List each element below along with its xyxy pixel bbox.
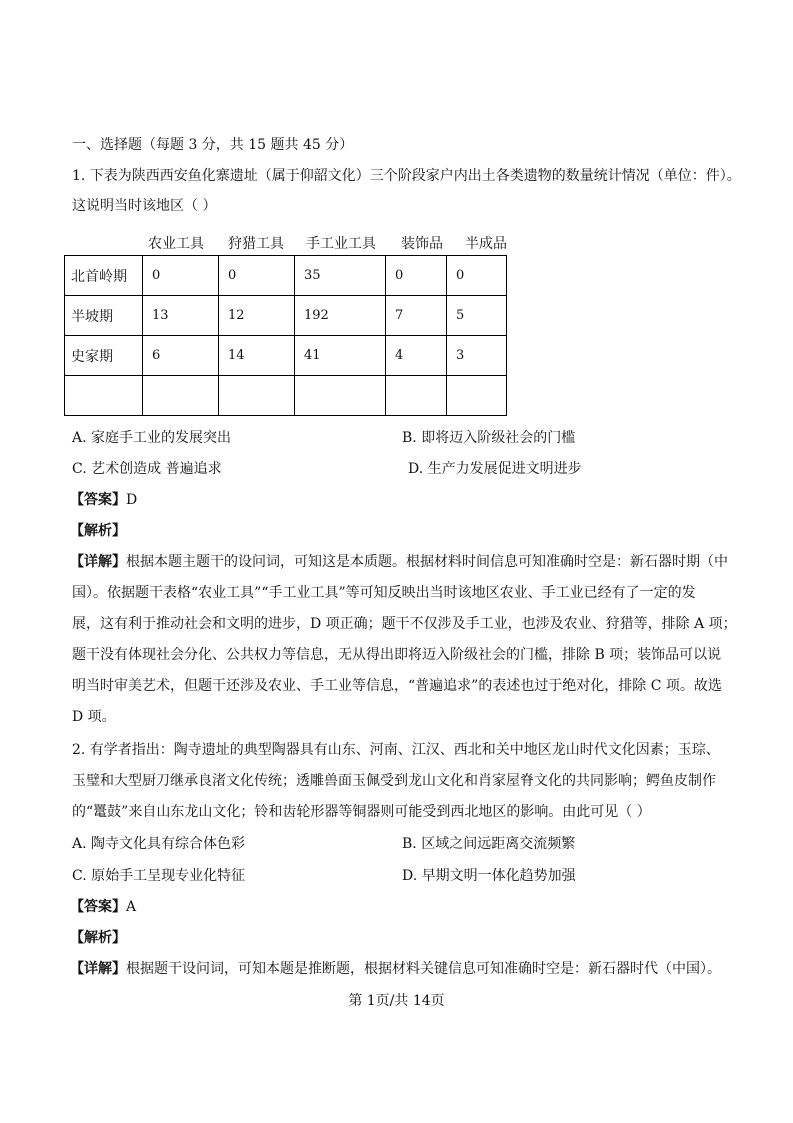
q2-option-d: D. 早期文明一体化趋势加强 bbox=[402, 868, 576, 884]
q1-stem-line1: 1. 下表为陕西西安鱼化寨遗址（属于仰韶文化）三个阶段家户内出土各类遗物的数量统计情况（单位：件）。 bbox=[72, 168, 741, 184]
q2-detail-line: 【详解】根据题干设问词，可知本题是推断题，根据材料关键信息可知准确时空是：新石器时代（中国）。 bbox=[70, 961, 721, 977]
table-cell: 0 bbox=[447, 256, 507, 296]
q1-detail-line: 【详解】根据本题主题干的设问词，可知这是本质题。根据材料时间信息可知准确时空是：新石器时期（中 bbox=[70, 554, 728, 570]
row-label: 北首岭期 bbox=[65, 256, 143, 296]
detail-tag: 【详解】 bbox=[70, 961, 126, 977]
q1-stem-line2: 这说明当时该地区（ ） bbox=[72, 198, 217, 214]
q1-detail-line: 展，这有利于推动社会和文明的进步，D 项正确；题干不仅涉及手工业，也涉及农业、狩猎等，排除 A 项； bbox=[72, 616, 737, 632]
answer-tag: 【答案】 bbox=[70, 899, 126, 915]
q1-option-d: D. 生产力发展促进文明进步 bbox=[408, 461, 582, 477]
answer-tag: 【答案】 bbox=[70, 492, 126, 508]
table-cell: 6 bbox=[143, 336, 219, 376]
q1-detail-line: D 项。 bbox=[72, 709, 116, 725]
table-cell: 14 bbox=[219, 336, 295, 376]
detail-tag: 【详解】 bbox=[70, 554, 126, 570]
table-cell: 5 bbox=[447, 296, 507, 336]
q2-stem-line: 的“鼍鼓”来自山东龙山文化；铃和齿轮形器等铜器则可能受到西北地区的影响。由此可见（ ） bbox=[72, 804, 651, 820]
table-header-ornaments: 装饰品 bbox=[401, 236, 443, 252]
table-header-semi-finished: 半成品 bbox=[465, 236, 507, 252]
table-cell bbox=[447, 376, 507, 416]
table-cell: 13 bbox=[143, 296, 219, 336]
section-title: 一、选择题（每题 3 分，共 15 题共 45 分） bbox=[72, 137, 354, 153]
q2-option-a: A. 陶寺文化具有综合体色彩 bbox=[72, 836, 246, 852]
table-cell: 41 bbox=[295, 336, 386, 376]
row-label: 史家期 bbox=[65, 336, 143, 376]
q2-stem-line: 2. 有学者指出：陶寺遗址的典型陶器具有山东、河南、江汉、西北和关中地区龙山时代文化因素；玉琮、 bbox=[72, 742, 720, 758]
artifact-count-table bbox=[64, 255, 507, 416]
table-cell: 192 bbox=[295, 296, 386, 336]
table-cell: 35 bbox=[295, 256, 386, 296]
table-header-agri-tools: 农业工具 bbox=[148, 236, 204, 252]
table-cell: 0 bbox=[386, 256, 447, 296]
table-row bbox=[65, 296, 507, 336]
q1-detail-line: 国）。依据题干表格“农业工具”“手工业工具”等可知反映出当时该地区农业、手工业已经有了一定的发 bbox=[72, 585, 696, 601]
table-cell bbox=[386, 376, 447, 416]
table-cell: 4 bbox=[386, 336, 447, 376]
q1-detail-line: 题干没有体现社会分化、公共权力等信息，无从得出即将迈入阶级社会的门槛，排除 B 项；装饰品可以说 bbox=[72, 647, 722, 663]
q1-detail-line: 明当时审美艺术，但题干还涉及农业、手工业等信息，“普遍追求”的表述也过于绝对化，排除 C 项。故选 bbox=[72, 678, 722, 694]
q2-option-b: B. 区域之间远距离交流频繁 bbox=[402, 836, 576, 852]
table-cell: 7 bbox=[386, 296, 447, 336]
q1-analysis-tag: 【解析】 bbox=[70, 523, 126, 539]
table-cell: 3 bbox=[447, 336, 507, 376]
table-row bbox=[65, 336, 507, 376]
page-footer: 第 1页/共 14页 bbox=[348, 993, 445, 1009]
table-row bbox=[65, 256, 507, 296]
q2-option-c: C. 原始手工呈现专业化特征 bbox=[72, 868, 246, 884]
table-cell bbox=[143, 376, 219, 416]
row-label: 半坡期 bbox=[65, 296, 143, 336]
table-header-hunting-tools: 狩猎工具 bbox=[228, 236, 284, 252]
answer-value: A bbox=[126, 899, 137, 915]
table-cell: 0 bbox=[143, 256, 219, 296]
q1-option-a: A. 家庭手工业的发展突出 bbox=[72, 430, 232, 446]
q1-option-c: C. 艺术创造成 普遍追求 bbox=[72, 461, 222, 477]
q2-answer bbox=[70, 897, 136, 917]
table-cell bbox=[295, 376, 386, 416]
table-row bbox=[65, 376, 507, 416]
answer-value: D bbox=[126, 492, 138, 508]
q2-analysis-tag: 【解析】 bbox=[70, 930, 126, 946]
q1-option-b: B. 即将迈入阶级社会的门槛 bbox=[402, 430, 576, 446]
table-cell: 12 bbox=[219, 296, 295, 336]
q2-stem-line: 玉璧和大型厨刀继承良渚文化传统；透雕兽面玉佩受到龙山文化和肖家屋脊文化的共同影响；鳄鱼皮制作 bbox=[72, 773, 716, 789]
row-label bbox=[65, 376, 143, 416]
table-header-craft-tools: 手工业工具 bbox=[306, 236, 376, 252]
table-cell bbox=[219, 376, 295, 416]
table-cell: 0 bbox=[219, 256, 295, 296]
q1-answer bbox=[70, 490, 137, 510]
